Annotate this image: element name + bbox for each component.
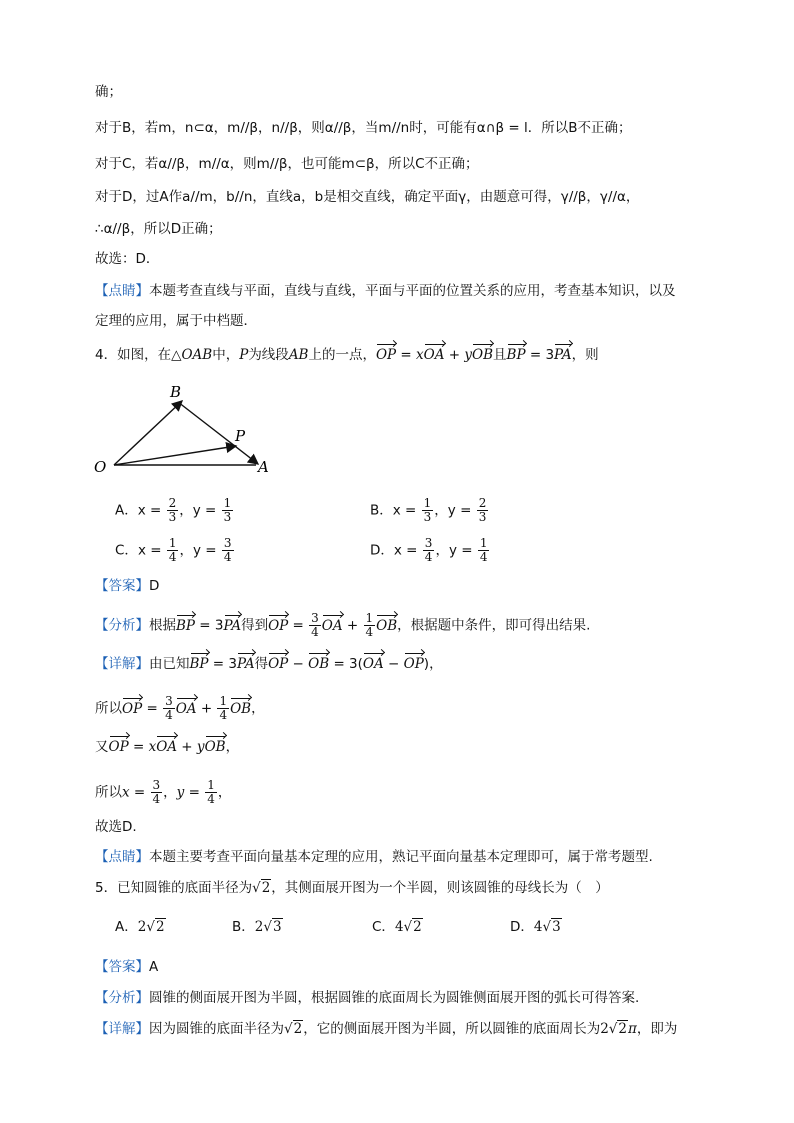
q4-detail-4: 所以x = $\frac{3}{4}$ ，y = $\frac{1}{4}$ ， [95,778,232,806]
q4-analysis: 【分析】根据BP = 3PA得到OP = $\frac{3}{4}$ OA + $\frac{1}{4}$ OB，根据题中条件，即可得出结果. [95,611,591,639]
prev-line-c: 对于C，若α//β，m//α，则m//β，也可能m⊂β，所以C不正确； [95,156,479,172]
q4-comment: 【点睛】本题主要考查平面向量基本定理的应用，熟记平面向量基本定理即可，属于常考题型. [95,849,653,865]
q5-option-b: B．2√3 [232,919,282,935]
q4-option-c: C．x = $\frac{1}{4}$ ，y = $\frac{3}{4}$ [115,536,232,564]
q4-answer: 【答案】D [95,578,160,594]
q4-final: 故选D. [95,819,137,835]
prev-line-b: 对于B，若m，n⊂α，m//β，n//β，则α//β，当m//n时，可能有α∩β = l．所以B不正确； [95,120,632,136]
label-P: P [235,427,246,445]
prev-line-d1: 对于D，过A作a//m，b//n，直线a，b是相交直线，确定平面γ，由题意可得，γ//β，γ//α， [95,189,640,205]
prev-line-d2: ∴α//β，所以D正确； [95,221,222,237]
q5-option-a: A．2√2 [115,919,165,935]
segment-op [114,446,236,465]
q4-detail-1: 【详解】由已知BP = 3PA得OP − OB = 3(OA − OP)， [95,656,443,672]
q4-detail-2: 所以OP = $\frac{3}{4}$ OA + $\frac{1}{4}$ OB， [95,694,265,722]
q5-option-c: C．4√2 [372,919,422,935]
q5-detail: 【详解】因为圆锥的底面半径为√2，它的侧面展开图为半圆，所以圆锥的底面周长为2√2π，即为 [95,1021,678,1037]
q5-stem: 5．已知圆锥的底面半径为√2，其侧面展开图为一个半圆，则该圆锥的母线长为（ ） [95,880,609,896]
triangle-figure [90,380,280,480]
label-A: A [258,458,269,476]
prev-comment-1: 【点睛】本题考查直线与平面，直线与直线，平面与平面的位置关系的应用，考查基本知识，以及 [95,283,676,299]
prev-comment-2: 定理的应用，属于中档题． [95,313,257,329]
label-B: B [170,383,182,401]
q5-answer: 【答案】A [95,959,159,975]
q4-option-b: B．x = $\frac{1}{3}$ ，y = $\frac{2}{3}$ [370,496,487,524]
q5-analysis: 【分析】圆锥的侧面展开图为半圆，根据圆锥的底面周长为圆锥侧面展开图的弧长可得答案. [95,990,640,1006]
prev-choice: 故选：D． [95,251,160,267]
segment-ba [178,402,258,464]
q4-option-d: D．x = $\frac{3}{4}$ ，y = $\frac{1}{4}$ [370,536,488,564]
label-O: O [94,458,107,476]
q4-detail-3: 又OP = xOA + yOB， [95,739,240,755]
q4-option-a: A．x = $\frac{2}{3}$ ，y = $\frac{1}{3}$ [115,496,232,524]
prev-line-1: 确； [95,84,122,100]
comment-tag: 【点睛】 [95,283,149,299]
q4-stem: 4．如图，在△OAB中，P为线段AB上的一点，OP = xOA + yOB且BP = 3PA，则 [95,347,599,363]
q5-option-d: D．4√3 [510,919,561,935]
